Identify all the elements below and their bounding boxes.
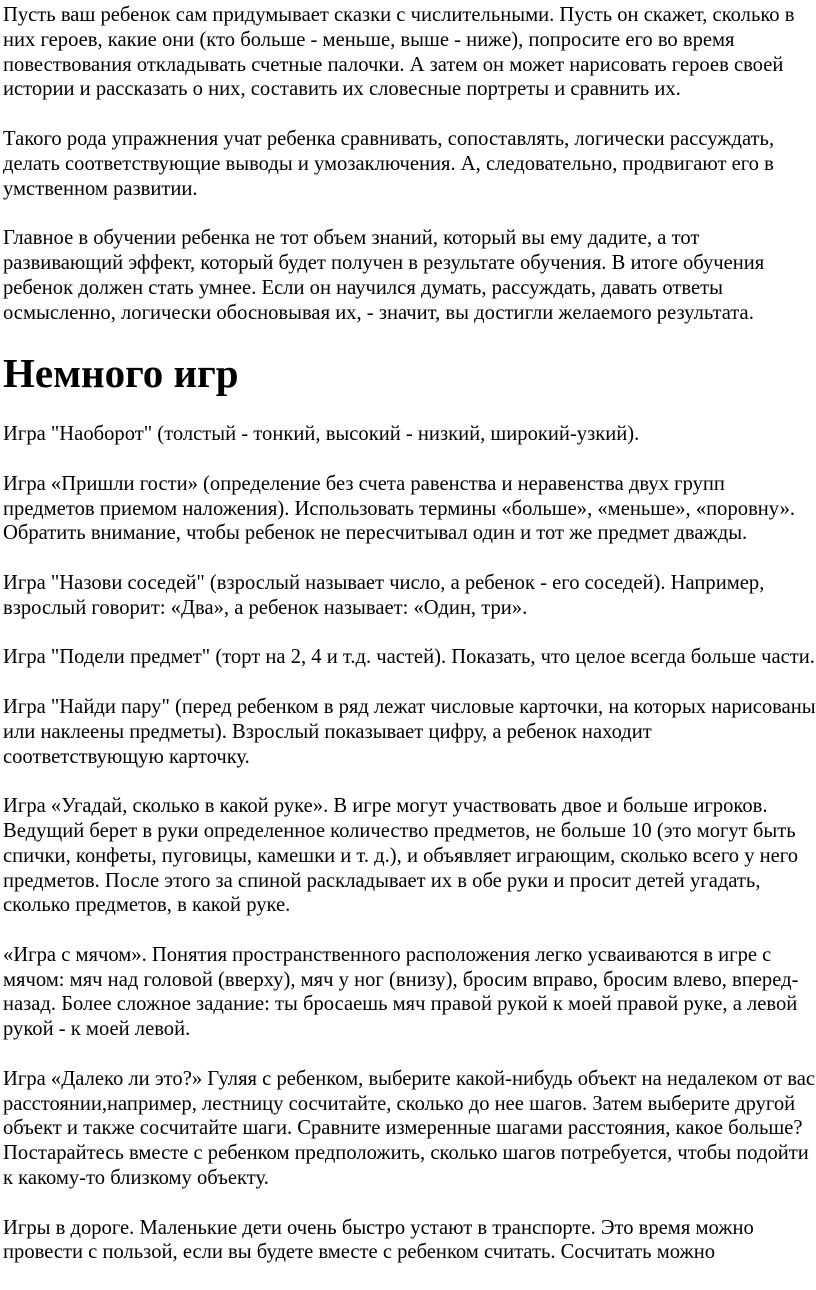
game-paragraph-prishli-gosti: Игра «Пришли гости» (определение без счета равенства и неравенства двух групп предметов приемом наложения). Использовать термины «больше», «меньше», «поровну». Обратить внимание, чтобы ребенок не пересчитывал один и тот же предмет дважды. bbox=[3, 472, 796, 545]
game-paragraph-naidi-paru: Игра "Найди пару" (перед ребенком в ряд лежат числовые карточки, на которых нарисованы или наклеены предметы). Взрослый показывает цифру, а ребенок находит соответствующую карточку. bbox=[3, 695, 816, 768]
game-paragraph-igra-s-myachom: «Игра с мячом». Понятия пространственного расположения легко усваиваются в игре с мячом: мяч над головой (вверху), мяч у ног (внизу), бросим вправо, бросим влево, вперед-назад. Более сложное задание: ты бросаешь мяч правой рукой к моей правой руке, а левой рукой - к моей левой. bbox=[3, 943, 799, 1041]
section-heading: Немного игр bbox=[3, 350, 239, 397]
game-paragraph-ugadai: Игра «Угадай, сколько в какой руке». В игре могут участвовать двое и больше игроков. Ведущий берет в руки определенное количество предметов, не больше 10 (это могут быть спички, конфеты, пуговицы, камешки и т. д.), и объявляет играющим, сколько всего у него предметов. После этого за спиной раскладывает их в обе руки и просит детей угадать, сколько предметов, в какой руке. bbox=[3, 795, 799, 917]
game-paragraph-naoborot: Игра "Наоборот" (толстый - тонкий, высокий - низкий, широкий-узкий). bbox=[3, 423, 640, 446]
game-paragraph-daleko-li-eto: Игра «Далеко ли это?» Гуляя с ребенком, выберите какой-нибудь объект на недалеком от вас расстоянии,например, лестницу сосчитайте, сколько до нее шагов. Затем выберите другой объект и также сосчитайте шаги. Сравните измеренные шагами расстояния, какое больше? Постарайтесь вместе с ребенком предположить, сколько шагов потребуется, чтобы подойти к какому-то близкому объекту. bbox=[3, 1067, 815, 1190]
intro-paragraph-2: Такого рода упражнения учат ребенка сравнивать, сопоставлять, логически рассуждать, делать соответствующие выводы и умозаключения. А, следовательно, продвигают его в умственном развитии. bbox=[3, 127, 775, 200]
intro-paragraph-3: Главное в обучении ребенка не тот объем знаний, который вы ему дадите, а тот развивающий эффект, который будет получен в результате обучения. В итоге обучения ребенок должен стать умнее. Если он научился думать, рассуждать, давать ответы осмысленно, логически обосновывая их, - значит, вы достигли желаемого результата. bbox=[3, 227, 765, 324]
game-paragraph-podeli-predmet: Игра "Подели предмет" (торт на 2, 4 и т.д. частей). Показать, что целое всегда больше части. bbox=[3, 646, 815, 669]
game-paragraph-nazovi-sosedei: Игра "Назови соседей" (взрослый называет число, а ребенок - его соседей). Например, взрослый говорит: «Два», а ребенок называет: «Один, три». bbox=[3, 571, 765, 619]
game-paragraph-igry-v-doroge: Игры в дороге. Маленькие дети очень быстро устают в транспорте. Это время можно провести с пользой, если вы будете вместе с ребенком считать. Сосчитать можно bbox=[3, 1216, 754, 1264]
intro-paragraph-1: Пусть ваш ребенок сам придумывает сказки с числительными. Пусть он скажет, сколько в них героев, какие они (кто больше - меньше, выше - ниже), попросите его во время повествования откладывать счетные палочки. А затем он может нарисовать героев своей истории и рассказать о них, составить их словесные портреты и сравнить их. bbox=[3, 4, 795, 101]
